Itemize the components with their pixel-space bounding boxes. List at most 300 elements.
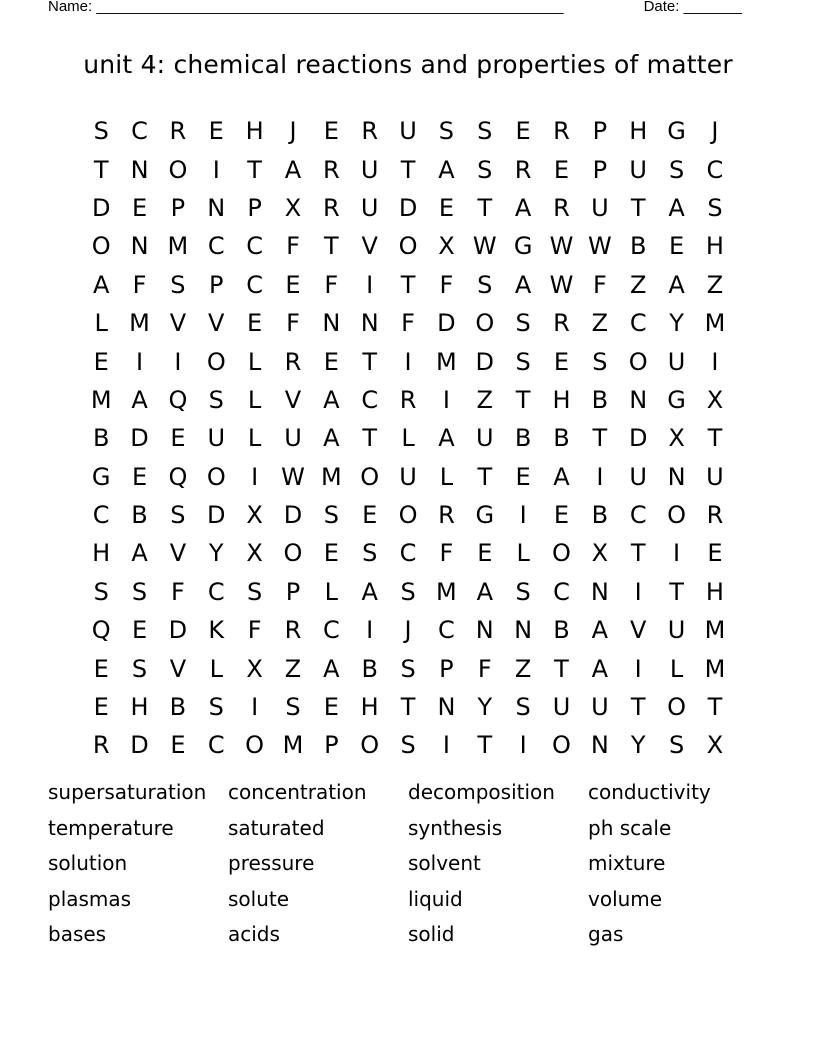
grid-letter: A (591, 654, 609, 683)
grid-letter: U (667, 347, 686, 376)
grid-letter: E (131, 616, 148, 645)
word-list-item: solid (408, 922, 455, 946)
grid-letter: A (591, 616, 609, 645)
grid-letter: U (399, 462, 417, 491)
grid-letter: R (322, 193, 340, 222)
grid-letter: T (707, 693, 723, 722)
word-list-item: solute (228, 886, 290, 911)
grid-letter: L (516, 539, 530, 568)
grid-letter: L (401, 424, 415, 453)
grid-letter: M (320, 462, 342, 491)
grid-letter: E (515, 117, 531, 146)
grid-letter: X (706, 385, 724, 414)
word-list (48, 780, 768, 958)
grid-letter: N (514, 616, 533, 645)
grid-letter: N (322, 309, 341, 338)
grid-letter: A (131, 539, 148, 568)
grid-letter: S (285, 693, 301, 722)
grid-letter: O (398, 501, 418, 530)
grid-row (82, 150, 734, 188)
grid-letter: F (324, 270, 339, 299)
grid-letter: I (404, 347, 412, 376)
grid-letter: R (284, 347, 302, 376)
grid-letter: C (92, 501, 110, 530)
grid-letter: A (438, 155, 455, 184)
grid-row (82, 419, 734, 457)
grid-letter: S (247, 577, 263, 606)
grid-letter: S (131, 577, 148, 606)
grid-letter: P (247, 193, 262, 222)
grid-letter: F (247, 616, 262, 645)
grid-letter: F (286, 232, 300, 261)
grid-letter: I (634, 654, 642, 683)
grid-letter: E (323, 347, 339, 376)
grid-letter: L (324, 577, 339, 606)
grid-letter: E (707, 539, 723, 568)
grid-letter: E (553, 155, 570, 184)
grid-letter: P (324, 731, 339, 760)
word-list-item: conductivity (588, 780, 711, 804)
grid-letter: I (212, 155, 220, 184)
grid-letter: T (362, 424, 378, 453)
grid-row (82, 227, 734, 265)
grid-letter: S (400, 577, 416, 606)
grid-letter: B (131, 501, 148, 530)
date-field: Date: _______ (643, 0, 742, 15)
grid-letter: S (707, 193, 723, 222)
grid-row (82, 534, 734, 572)
grid-letter: R (169, 117, 187, 146)
grid-letter: D (207, 501, 226, 530)
grid-letter: E (247, 309, 263, 338)
grid-letter: C (131, 117, 148, 146)
grid-letter: T (400, 155, 416, 184)
grid-letter: Z (591, 309, 609, 338)
grid-letter: C (629, 309, 647, 338)
grid-letter: W (281, 462, 305, 491)
grid-letter: S (515, 347, 531, 376)
grid-letter: U (475, 424, 494, 453)
grid-letter: S (323, 501, 339, 530)
grid-row (82, 304, 734, 342)
grid-letter: O (360, 731, 380, 760)
grid-letter: T (592, 424, 608, 453)
grid-letter: N (590, 731, 609, 760)
grid-letter: A (476, 577, 493, 606)
grid-letter: A (668, 193, 685, 222)
grid-letter: C (706, 155, 724, 184)
grid-letter: D (283, 501, 303, 530)
grid-letter: B (553, 616, 570, 645)
grid-letter: N (130, 232, 149, 261)
grid-letter: G (475, 501, 495, 530)
grid-letter: T (324, 232, 339, 261)
grid-row (82, 573, 734, 611)
grid-letter: P (592, 155, 608, 184)
grid-letter: T (477, 731, 493, 760)
grid-letter: R (706, 501, 724, 530)
grid-letter: H (552, 385, 571, 414)
grid-letter: O (667, 693, 687, 722)
grid-letter: Z (476, 385, 493, 414)
word-list-item: ph scale (588, 815, 672, 840)
grid-letter: R (361, 117, 379, 146)
grid-letter: A (131, 385, 148, 414)
grid-letter: R (438, 501, 455, 530)
grid-letter: Z (706, 270, 724, 299)
grid-row (82, 458, 734, 496)
grid-letter: X (246, 539, 263, 568)
grid-letter: Z (514, 654, 532, 683)
grid-letter: S (515, 577, 531, 606)
grid-letter: G (667, 117, 686, 146)
grid-letter: T (669, 577, 684, 606)
grid-letter: D (130, 731, 149, 760)
grid-letter: Q (168, 462, 188, 491)
grid-letter: E (93, 654, 109, 683)
grid-letter: I (442, 385, 450, 414)
grid-letter: J (711, 117, 719, 146)
grid-letter: T (477, 462, 493, 491)
grid-letter: E (477, 539, 493, 568)
grid-letter: E (553, 501, 570, 530)
grid-letter: C (438, 616, 455, 645)
grid-letter: U (667, 616, 686, 645)
grid-letter: N (437, 693, 456, 722)
word-list-item: synthesis (408, 815, 503, 840)
grid-letter: H (130, 693, 149, 722)
grid-letter: P (170, 193, 186, 222)
word-list-item: liquid (408, 886, 463, 911)
grid-letter: T (400, 270, 416, 299)
grid-letter: B (92, 424, 110, 453)
word-list-item: acids (228, 922, 280, 946)
grid-letter: M (436, 577, 457, 606)
grid-letter: N (590, 577, 609, 606)
grid-letter: C (207, 577, 225, 606)
grid-letter: D (628, 424, 648, 453)
grid-letter: S (477, 117, 493, 146)
word-list-item: gas (588, 922, 624, 946)
word-list-item: saturated (228, 815, 325, 840)
grid-letter: P (439, 654, 454, 683)
grid-letter: X (438, 232, 455, 261)
grid-letter: O (552, 731, 571, 760)
grid-letter: A (92, 270, 110, 299)
grid-letter: I (634, 577, 642, 606)
grid-letter: S (668, 731, 685, 760)
grid-letter: N (207, 193, 226, 222)
grid-letter: X (246, 501, 263, 530)
word-list-item: supersaturation (48, 780, 207, 804)
grid-letter: S (170, 270, 186, 299)
grid-letter: P (209, 270, 224, 299)
grid-letter: C (361, 385, 379, 414)
grid-letter: M (167, 232, 189, 261)
grid-letter: D (437, 309, 456, 338)
grid-letter: U (629, 462, 647, 491)
grid-letter: V (169, 309, 187, 338)
grid-letter: I (596, 462, 604, 491)
grid-letter: G (91, 462, 111, 491)
grid-letter: T (362, 347, 378, 376)
grid-letter: T (630, 539, 646, 568)
grid-letter: C (399, 539, 417, 568)
grid-letter: L (247, 424, 262, 453)
grid-letter: R (514, 155, 532, 184)
grid-letter: F (132, 270, 147, 299)
grid-letter: W (549, 270, 574, 299)
grid-letter: B (361, 654, 378, 683)
grid-letter: E (323, 693, 339, 722)
grid-letter: Y (208, 539, 224, 568)
grid-letter: E (285, 270, 301, 299)
grid-letter: U (399, 117, 417, 146)
grid-letter: A (553, 462, 570, 491)
grid-letter: S (477, 270, 493, 299)
grid-row (82, 189, 734, 227)
grid-letter: C (207, 232, 225, 261)
grid-letter: A (438, 424, 455, 453)
grid-letter: A (514, 270, 532, 299)
grid-letter: L (247, 347, 262, 376)
word-search-grid (82, 112, 734, 765)
grid-letter: B (553, 424, 570, 453)
grid-letter: P (592, 117, 608, 146)
grid-letter: S (362, 539, 378, 568)
grid-letter: R (399, 385, 417, 414)
grid-letter: U (591, 693, 609, 722)
grid-letter: E (170, 731, 186, 760)
grid-row (82, 496, 734, 534)
grid-letter: L (94, 309, 108, 338)
grid-letter: H (705, 577, 724, 606)
grid-letter: S (131, 654, 148, 683)
grid-letter: H (245, 117, 264, 146)
grid-letter: I (442, 731, 450, 760)
grid-letter: H (92, 539, 111, 568)
grid-letter: I (673, 539, 681, 568)
grid-letter: A (323, 424, 340, 453)
grid-letter: I (251, 462, 259, 491)
word-list-item: decomposition (408, 780, 555, 804)
grid-letter: O (398, 232, 418, 261)
worksheet-header (48, 0, 742, 20)
grid-letter: O (206, 462, 226, 491)
grid-letter: I (136, 347, 144, 376)
grid-letter: A (361, 577, 378, 606)
grid-letter: T (630, 193, 646, 222)
grid-letter: C (246, 232, 263, 261)
grid-letter: L (439, 462, 454, 491)
grid-row (82, 266, 734, 304)
grid-letter: B (591, 501, 609, 530)
grid-letter: U (591, 193, 609, 222)
grid-row (82, 381, 734, 419)
word-list-item: temperature (48, 815, 174, 840)
grid-letter: U (706, 462, 724, 491)
grid-letter: T (554, 654, 569, 683)
grid-letter: C (246, 270, 263, 299)
grid-letter: O (667, 501, 687, 530)
grid-letter: A (514, 193, 532, 222)
grid-letter: O (628, 347, 648, 376)
grid-letter: N (360, 309, 379, 338)
grid-letter: A (668, 270, 685, 299)
grid-letter: R (284, 616, 302, 645)
grid-letter: S (477, 155, 493, 184)
word-list-item: volume (588, 886, 663, 911)
grid-letter: U (552, 693, 571, 722)
grid-letter: M (436, 347, 457, 376)
grid-letter: T (707, 424, 723, 453)
word-list-item: concentration (228, 780, 367, 804)
grid-letter: E (553, 347, 570, 376)
grid-letter: V (208, 309, 225, 338)
grid-letter: F (439, 270, 454, 299)
grid-letter: I (519, 731, 527, 760)
grid-letter: I (366, 270, 374, 299)
grid-letter: Q (168, 385, 188, 414)
grid-letter: T (630, 693, 646, 722)
grid-row (82, 649, 734, 687)
grid-letter: J (289, 117, 297, 146)
grid-letter: A (323, 654, 340, 683)
grid-letter: V (284, 385, 302, 414)
grid-letter: W (472, 232, 497, 261)
name-field: Name: ________________________________________________________ (48, 0, 564, 15)
grid-letter: Y (669, 309, 684, 338)
grid-letter: W (587, 232, 612, 261)
grid-letter: O (360, 462, 380, 491)
grid-letter: O (283, 539, 303, 568)
grid-letter: T (247, 155, 262, 184)
grid-letter: Q (91, 616, 111, 645)
grid-letter: T (515, 385, 531, 414)
grid-letter: H (705, 232, 724, 261)
grid-letter: Y (477, 693, 493, 722)
grid-letter: E (438, 193, 454, 222)
grid-row (82, 342, 734, 380)
grid-letter: J (404, 616, 412, 645)
grid-letter: D (168, 616, 188, 645)
grid-letter: I (711, 347, 719, 376)
grid-letter: R (322, 155, 340, 184)
grid-letter: E (131, 193, 148, 222)
page-title: unit 4: chemical reactions and properties of matter (83, 50, 733, 79)
grid-letter: O (168, 155, 188, 184)
grid-letter: V (169, 539, 187, 568)
grid-letter: E (170, 424, 186, 453)
grid-letter: F (592, 270, 607, 299)
grid-letter: E (131, 462, 148, 491)
grid-letter: T (400, 693, 416, 722)
grid-letter: F (170, 577, 185, 606)
grid-letter: E (323, 539, 339, 568)
grid-letter: M (704, 309, 726, 338)
grid-letter: F (477, 654, 492, 683)
grid-letter: E (323, 117, 339, 146)
grid-letter: D (91, 193, 111, 222)
grid-letter: B (591, 385, 609, 414)
grid-letter: N (629, 385, 648, 414)
grid-letter: B (514, 424, 532, 453)
grid-letter: O (475, 309, 495, 338)
grid-letter: T (477, 193, 493, 222)
grid-letter: R (92, 731, 110, 760)
grid-letter: D (130, 424, 149, 453)
grid-letter: H (629, 117, 648, 146)
grid-letter: S (515, 693, 531, 722)
grid-letter: C (207, 731, 225, 760)
grid-letter: V (361, 232, 378, 261)
grid-letter: V (630, 616, 647, 645)
grid-letter: E (93, 347, 109, 376)
grid-letter: X (284, 193, 302, 222)
grid-letter: E (668, 232, 685, 261)
grid-letter: A (284, 155, 302, 184)
grid-letter: O (245, 731, 265, 760)
grid-letter: C (553, 577, 570, 606)
grid-letter: O (206, 347, 226, 376)
word-list-item: solution (48, 851, 128, 875)
grid-letter: G (513, 232, 533, 261)
grid-letter: B (169, 693, 187, 722)
grid-letter: U (284, 424, 302, 453)
word-list-item: solvent (408, 851, 481, 875)
word-list-item: bases (48, 922, 107, 946)
grid-letter: S (400, 654, 416, 683)
grid-letter: X (706, 731, 724, 760)
grid-letter: N (130, 155, 149, 184)
grid-letter: K (208, 616, 225, 645)
grid-letter: U (629, 155, 647, 184)
grid-letter: U (207, 424, 226, 453)
grid-letter: X (591, 539, 609, 568)
grid-letter: W (549, 232, 574, 261)
grid-letter: Z (629, 270, 647, 299)
grid-letter: S (208, 385, 224, 414)
grid-letter: U (360, 193, 379, 222)
grid-letter: X (246, 654, 263, 683)
grid-letter: Y (630, 731, 646, 760)
grid-letter: N (475, 616, 494, 645)
grid-letter: R (553, 193, 570, 222)
grid-letter: S (668, 155, 685, 184)
word-list-item: plasmas (48, 886, 132, 911)
grid-letter: I (251, 693, 259, 722)
grid-letter: R (553, 117, 570, 146)
grid-letter: A (323, 385, 340, 414)
grid-letter: M (704, 654, 726, 683)
grid-letter: M (704, 616, 726, 645)
grid-letter: F (286, 309, 300, 338)
grid-letter: C (629, 501, 647, 530)
grid-letter: X (668, 424, 685, 453)
grid-letter: C (322, 616, 340, 645)
grid-letter: H (360, 693, 379, 722)
grid-letter: I (174, 347, 182, 376)
grid-letter: L (669, 654, 684, 683)
grid-letter: T (93, 155, 109, 184)
grid-row (82, 112, 734, 150)
grid-letter: E (515, 462, 531, 491)
grid-letter: B (629, 232, 647, 261)
grid-letter: S (93, 577, 109, 606)
grid-letter: M (129, 309, 150, 338)
grid-letter: F (439, 539, 454, 568)
grid-letter: S (170, 501, 186, 530)
